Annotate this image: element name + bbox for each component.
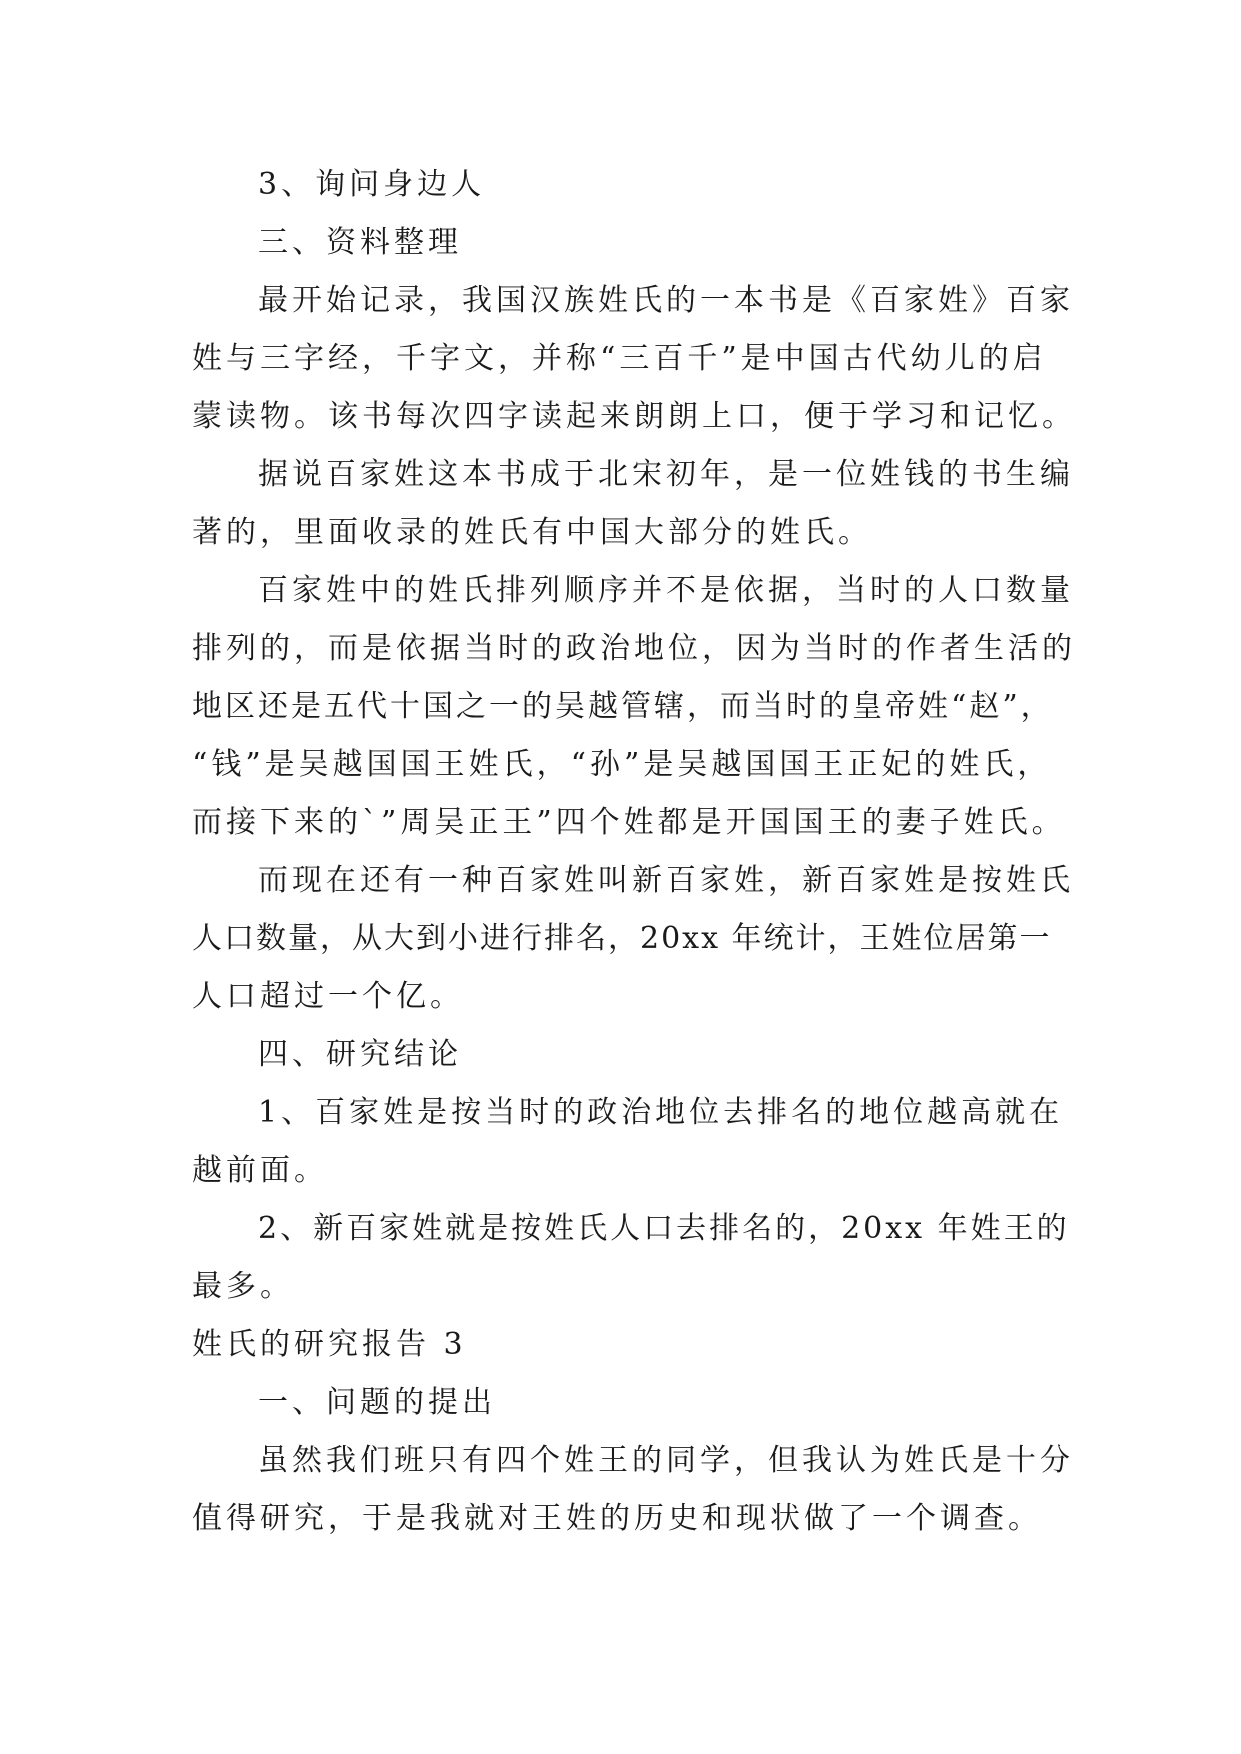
paragraph-line: 越前面。 [192,1153,328,1188]
paragraph-line: 2、新百家姓就是按姓氏人口去排名的，20xx 年姓王的 [258,1211,1070,1246]
section-heading-data-organization: 三、资料整理 [258,225,462,260]
paragraph-line: 著的，里面收录的姓氏有中国大部分的姓氏。 [192,515,872,550]
paragraph-line: 人口数量，从大到小进行排名，20xx 年统计，王姓位居第一 [192,921,1052,956]
paragraph-line: 虽然我们班只有四个姓王的同学，但我认为姓氏是十分 [258,1443,1074,1478]
paragraph-line: 人口超过一个亿。 [192,979,464,1014]
paragraph-line: 最多。 [192,1269,294,1304]
section-heading-conclusion: 四、研究结论 [258,1037,462,1072]
report-title: 姓氏的研究报告 3 [192,1327,467,1362]
paragraph-line: 据说百家姓这本书成于北宋初年，是一位姓钱的书生编 [258,457,1074,492]
paragraph-line: “钱”是吴越国国王姓氏，“孙”是吴越国国王正妃的姓氏， [192,747,1052,782]
list-item-ask-people: 3、询问身边人 [258,167,486,202]
paragraph-line: 而现在还有一种百家姓叫新百家姓，新百家姓是按姓氏 [258,863,1074,898]
paragraph-line: 百家姓中的姓氏排列顺序并不是依据，当时的人口数量 [258,573,1074,608]
paragraph-line: 而接下来的`”周吴正王”四个姓都是开国国王的妻子姓氏。 [192,805,1066,840]
paragraph-line: 姓与三字经，千字文，并称“三百千”是中国古代幼儿的启 [192,341,1047,376]
paragraph-line: 值得研究，于是我就对王姓的历史和现状做了一个调查。 [192,1501,1042,1536]
section-heading-problem: 一、问题的提出 [258,1385,496,1420]
paragraph-line: 蒙读物。该书每次四字读起来朗朗上口，便于学习和记忆。 [192,399,1076,434]
paragraph-line: 最开始记录，我国汉族姓氏的一本书是《百家姓》百家 [258,283,1074,318]
paragraph-line: 地区还是五代十国之一的吴越管辖，而当时的皇帝姓“赵”， [192,689,1054,724]
paragraph-line: 排列的，而是依据当时的政治地位，因为当时的作者生活的 [192,631,1076,666]
paragraph-line: 1、百家姓是按当时的政治地位去排名的地位越高就在 [258,1095,1064,1130]
